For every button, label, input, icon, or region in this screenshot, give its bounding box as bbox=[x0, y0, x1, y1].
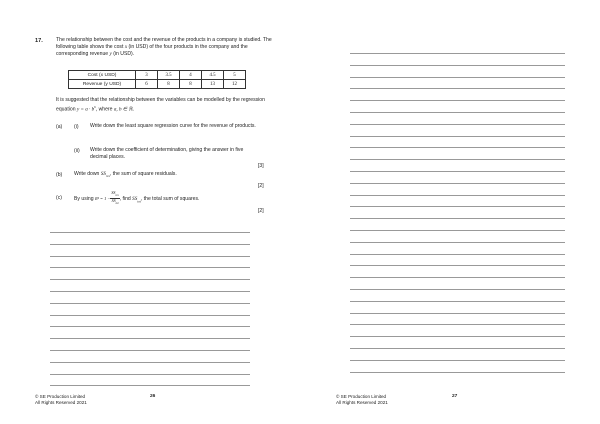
question-intro bbox=[56, 37, 276, 59]
part-b-text-post: , the sum of square residuals. bbox=[109, 171, 177, 177]
answer-line bbox=[350, 265, 565, 266]
answer-line bbox=[50, 279, 250, 280]
answer-line bbox=[350, 88, 565, 89]
part-c-label: (c) bbox=[56, 195, 62, 201]
ss-tot-subscript: tot bbox=[137, 199, 141, 204]
table-cell: 8 bbox=[158, 80, 180, 89]
formula-lhs: R² = 1 − bbox=[94, 196, 111, 202]
table-row-revenue bbox=[69, 80, 246, 89]
table-header-revenue: Revenue (y USD) bbox=[69, 80, 136, 89]
part-a-label: (a) bbox=[56, 124, 63, 130]
answer-line bbox=[350, 360, 565, 361]
copyright-line-2: All Rights Reserved 2021 bbox=[336, 400, 388, 405]
copyright-footer bbox=[35, 394, 87, 406]
answer-line bbox=[50, 374, 250, 375]
answer-line bbox=[350, 289, 565, 290]
answer-line bbox=[350, 159, 565, 160]
answer-line bbox=[50, 385, 250, 386]
right-page bbox=[300, 0, 600, 424]
table-cell: 12 bbox=[224, 80, 246, 89]
copyright-line-2: All Rights Reserved 2021 bbox=[35, 400, 87, 405]
part-b-text bbox=[74, 171, 264, 180]
regression-exponent: x bbox=[94, 105, 96, 110]
answer-line bbox=[50, 256, 250, 257]
page-number: 27 bbox=[452, 394, 458, 399]
answer-line bbox=[350, 112, 565, 113]
table-header-cost: Cost (x USD) bbox=[69, 71, 136, 80]
answer-line bbox=[350, 124, 565, 125]
answer-line bbox=[50, 315, 250, 316]
answer-line bbox=[350, 77, 565, 78]
answer-line bbox=[350, 171, 565, 172]
suggestion-text-3: . bbox=[132, 106, 134, 113]
table-cell: 8 bbox=[180, 80, 202, 89]
answer-line bbox=[350, 206, 565, 207]
answer-line bbox=[350, 254, 565, 255]
table-cell: 6 bbox=[136, 80, 158, 89]
part-a-i-text: Write down the least square regression curve for the revenue of products. bbox=[90, 123, 256, 129]
suggestion-text-1: It is suggested that the relationship between the variables can be modelled by the regression equation bbox=[56, 97, 265, 113]
part-c-text-post: , the total sum of squares. bbox=[140, 196, 200, 203]
part-c-text-pre: By using bbox=[74, 196, 95, 203]
answer-line bbox=[350, 242, 565, 243]
copyright-line-1: © SE Production Limited bbox=[35, 394, 86, 399]
answer-line bbox=[50, 267, 250, 268]
answer-line bbox=[350, 100, 565, 101]
part-b-marks: [2] bbox=[258, 183, 264, 189]
answer-line bbox=[50, 291, 250, 292]
answer-line bbox=[350, 147, 565, 148]
fraction-denominator: SS bbox=[111, 198, 116, 204]
answer-line bbox=[50, 338, 250, 339]
part-b-text-pre: Write down bbox=[74, 171, 101, 177]
part-c-text-mid: , find bbox=[119, 196, 133, 203]
answer-line bbox=[50, 232, 250, 233]
page-number: 26 bbox=[150, 394, 156, 399]
answer-line bbox=[350, 65, 565, 66]
intro-text-1: The relationship between the cost and the revenue of the products in a company is studied. The following table shows the cost bbox=[56, 37, 272, 51]
answer-line bbox=[350, 136, 565, 137]
variable-y: y bbox=[109, 51, 112, 58]
answer-line bbox=[50, 244, 250, 245]
data-table bbox=[68, 70, 246, 89]
answer-line bbox=[350, 313, 565, 314]
fraction-numerator: SS bbox=[111, 190, 116, 195]
table-cell: 3 bbox=[136, 71, 158, 80]
ss-symbol: SS bbox=[100, 171, 106, 177]
copyright-line-1: © SE Production Limited bbox=[336, 394, 387, 399]
parameter-domain: a, b ∈ ℝ bbox=[113, 106, 133, 113]
table-cell: 4 bbox=[180, 71, 202, 80]
intro-text-2: (in USD) of the four products in the company and the corresponding revenue bbox=[56, 44, 248, 58]
answer-line bbox=[350, 53, 565, 54]
answer-line bbox=[350, 348, 565, 349]
part-a-marks: [3] bbox=[258, 163, 264, 169]
table-cell: 4.5 bbox=[202, 71, 224, 80]
answer-line bbox=[350, 195, 565, 196]
answer-line bbox=[350, 277, 565, 278]
answer-line bbox=[350, 183, 565, 184]
answer-line bbox=[350, 324, 565, 325]
table-cell: 13 bbox=[202, 80, 224, 89]
part-c-text bbox=[74, 191, 269, 207]
part-a-ii-label: (ii) bbox=[74, 148, 80, 154]
part-c-marks: [2] bbox=[258, 208, 264, 214]
part-a-i-label: (i) bbox=[74, 124, 79, 130]
variable-x: x bbox=[124, 44, 128, 51]
formula-fraction bbox=[110, 191, 119, 207]
part-b-label: (b) bbox=[56, 172, 63, 178]
answer-line bbox=[50, 326, 250, 327]
fraction-numerator-sub: res bbox=[115, 193, 119, 197]
suggestion-text-2: , where bbox=[95, 106, 114, 113]
answer-line bbox=[350, 301, 565, 302]
regression-suggestion bbox=[56, 97, 276, 114]
table-cell: 3.5 bbox=[158, 71, 180, 80]
table-cell: 5 bbox=[224, 71, 246, 80]
copyright-footer bbox=[336, 394, 388, 406]
answer-line bbox=[50, 350, 250, 351]
question-number: 17. bbox=[35, 38, 43, 44]
intro-text-3: (in USD). bbox=[111, 51, 135, 58]
answer-line bbox=[350, 230, 565, 231]
table-row-cost bbox=[69, 71, 246, 80]
part-a-ii-text: Write down the coefficient of determination, giving the answer in five decimal places. bbox=[90, 147, 244, 161]
answer-line bbox=[50, 362, 250, 363]
answer-line bbox=[50, 303, 250, 304]
regression-equation: y = a · b bbox=[76, 106, 95, 113]
fraction-denominator-sub: tot bbox=[115, 202, 119, 206]
answer-line bbox=[350, 372, 565, 373]
answer-line bbox=[350, 218, 565, 219]
ss-subscript: res bbox=[105, 174, 110, 179]
answer-line bbox=[350, 336, 565, 337]
ss-tot-symbol: SS bbox=[132, 196, 138, 203]
